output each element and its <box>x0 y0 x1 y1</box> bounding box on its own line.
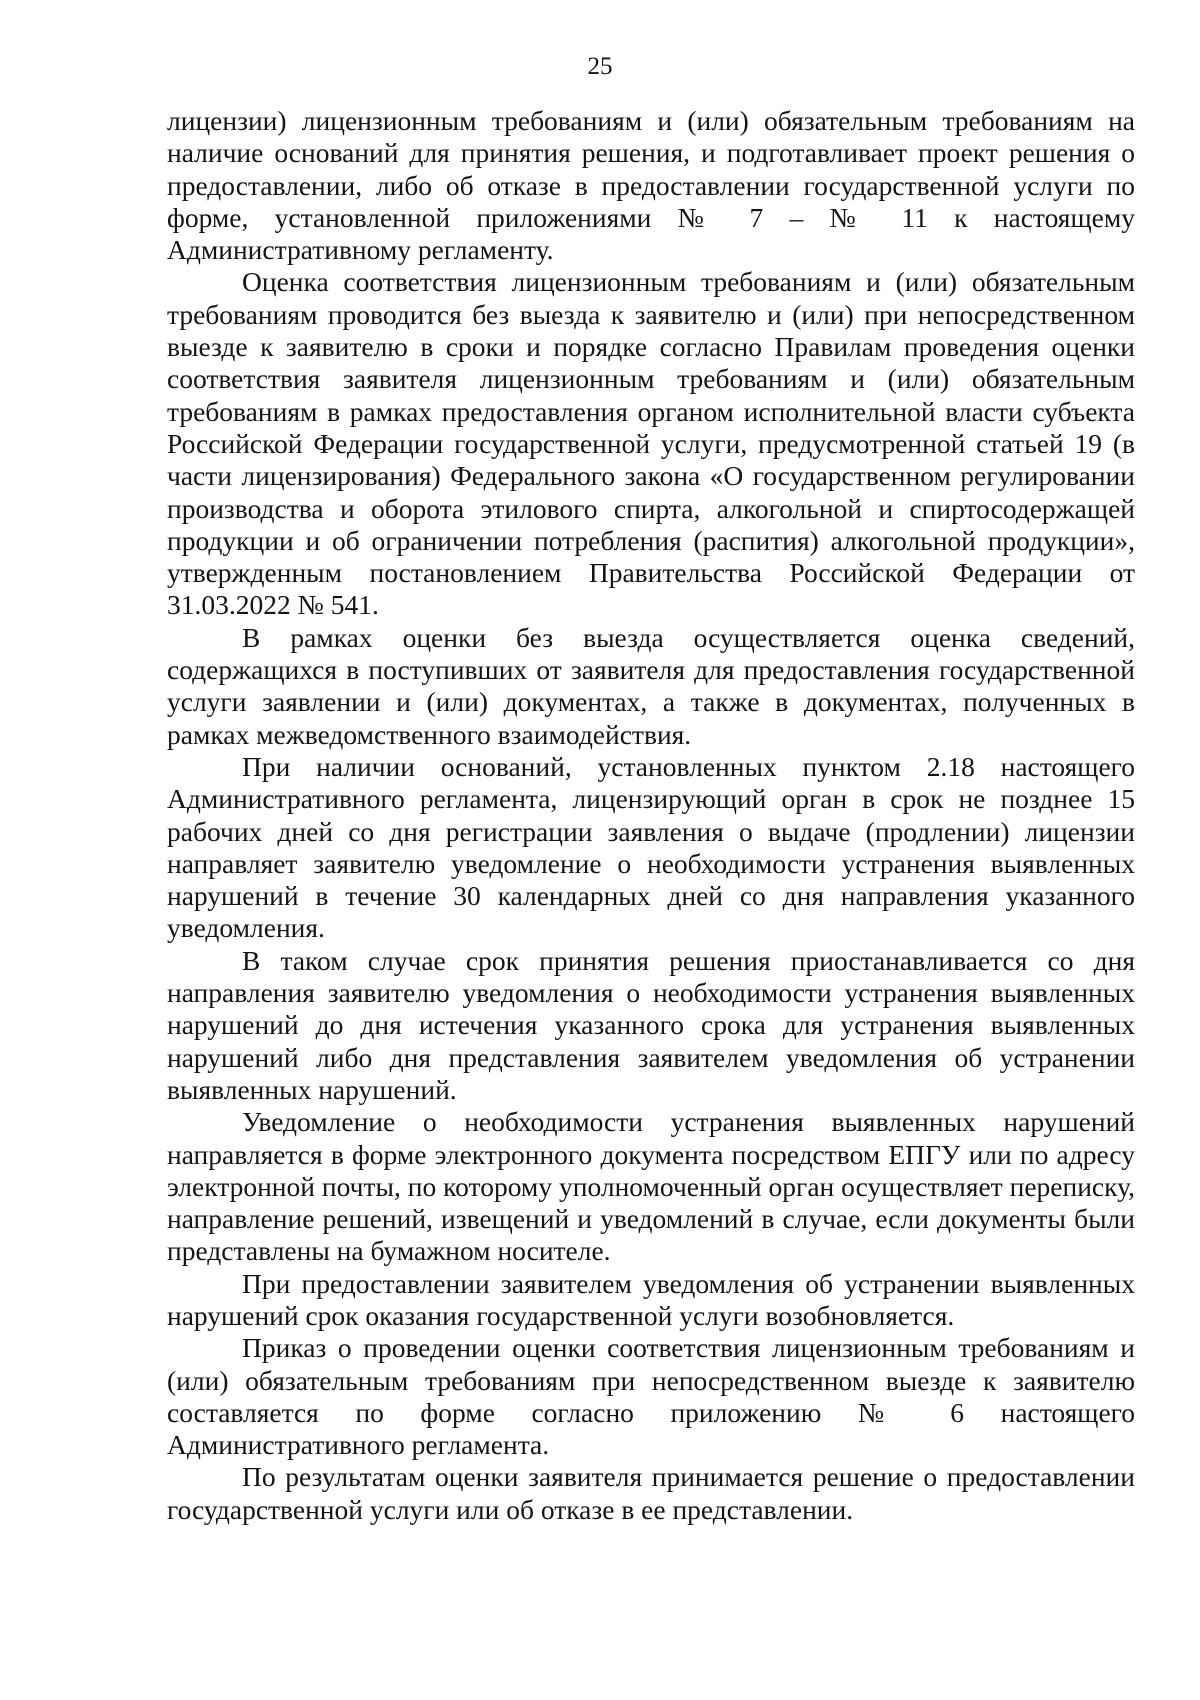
paragraph-assessment-procedure: Оценка соответствия лицензионным требованиям и (или) обязательным требованиям проводится без выезда к заявителю и (или) при непосредственном выезде к заявителю в сроки и порядке согласно Правилам проведения оценки соответствия заявителя лицензионным требованиям и (или) обязательным требованиям в рамках предоставления органом исполнительной власти субъекта Российской Федерации государственной услуги, предусмотренной статьей 19 (в части лицензирования) Федерального закона «О государственном регулировании производства и оборота этилового спирта, алкогольной и спиртосодержащей продукции и об ограничении потребления (распития) алкогольной продукции», утвержденным постановлением Правительства Российской Федерации от 31.03.2022 № 541. <box>167 266 1135 621</box>
document-body <box>167 105 1135 1526</box>
paragraph-assessment-result: По результатам оценки заявителя принимается решение о предоставлении государственной услуги или об отказе в ее представлении. <box>167 1461 1135 1525</box>
paragraph-violation-notice: При наличии оснований, установленных пунктом 2.18 настоящего Административного регламента, лицензирующий орган в срок не позднее 15 рабочих дней со дня регистрации заявления о выдаче (продлении) лицензии направляет заявителю уведомление о необходимости устранения выявленных нарушений в течение 30 календарных дней со дня направления указанного уведомления. <box>167 750 1135 944</box>
paragraph-deadline-suspension: В таком случае срок принятия решения приостанавливается со дня направления заявителю уведомления о необходимости устранения выявленных нарушений до дня истечения указанного срока для устранения выявленных нарушений либо дня представления заявителем уведомления об устранении выявленных нарушений. <box>167 944 1135 1105</box>
paragraph-assessment-without-visit: В рамках оценки без выезда осуществляется оценка сведений, содержащихся в поступивших от заявителя для предоставления государственной услуги заявлении и (или) документах, а также в документах, полученных в рамках межведомственного взаимодействия. <box>167 621 1135 750</box>
paragraph-on-site-order: Приказ о проведении оценки соответствия лицензионным требованиям и (или) обязательным требованиям при непосредственном выезде к заявителю составляется по форме согласно приложению № 6 настоящего Административного регламента. <box>167 1332 1135 1461</box>
paragraph-deadline-resumption: При предоставлении заявителем уведомления об устранении выявленных нарушений срок оказания государственной услуги возобновляется. <box>167 1267 1135 1331</box>
page-number: 25 <box>587 53 613 80</box>
paragraph-continued-from-previous-page: лицензии) лицензионным требованиям и (или) обязательным требованиям на наличие оснований для принятия решения, и подготавливает проект решения о предоставлении, либо об отказе в предоставлении государственной услуги по форме, установленной приложениями № 7 – № 11 к настоящему Административному регламенту. <box>167 105 1135 266</box>
paragraph-notice-delivery: Уведомление о необходимости устранения выявленных нарушений направляется в форме электронного документа посредством ЕПГУ или по адресу электронной почты, по которому уполномоченный орган осуществляет переписку, направление решений, извещений и уведомлений в случае, если документы были представлены на бумажном носителе. <box>167 1106 1135 1267</box>
